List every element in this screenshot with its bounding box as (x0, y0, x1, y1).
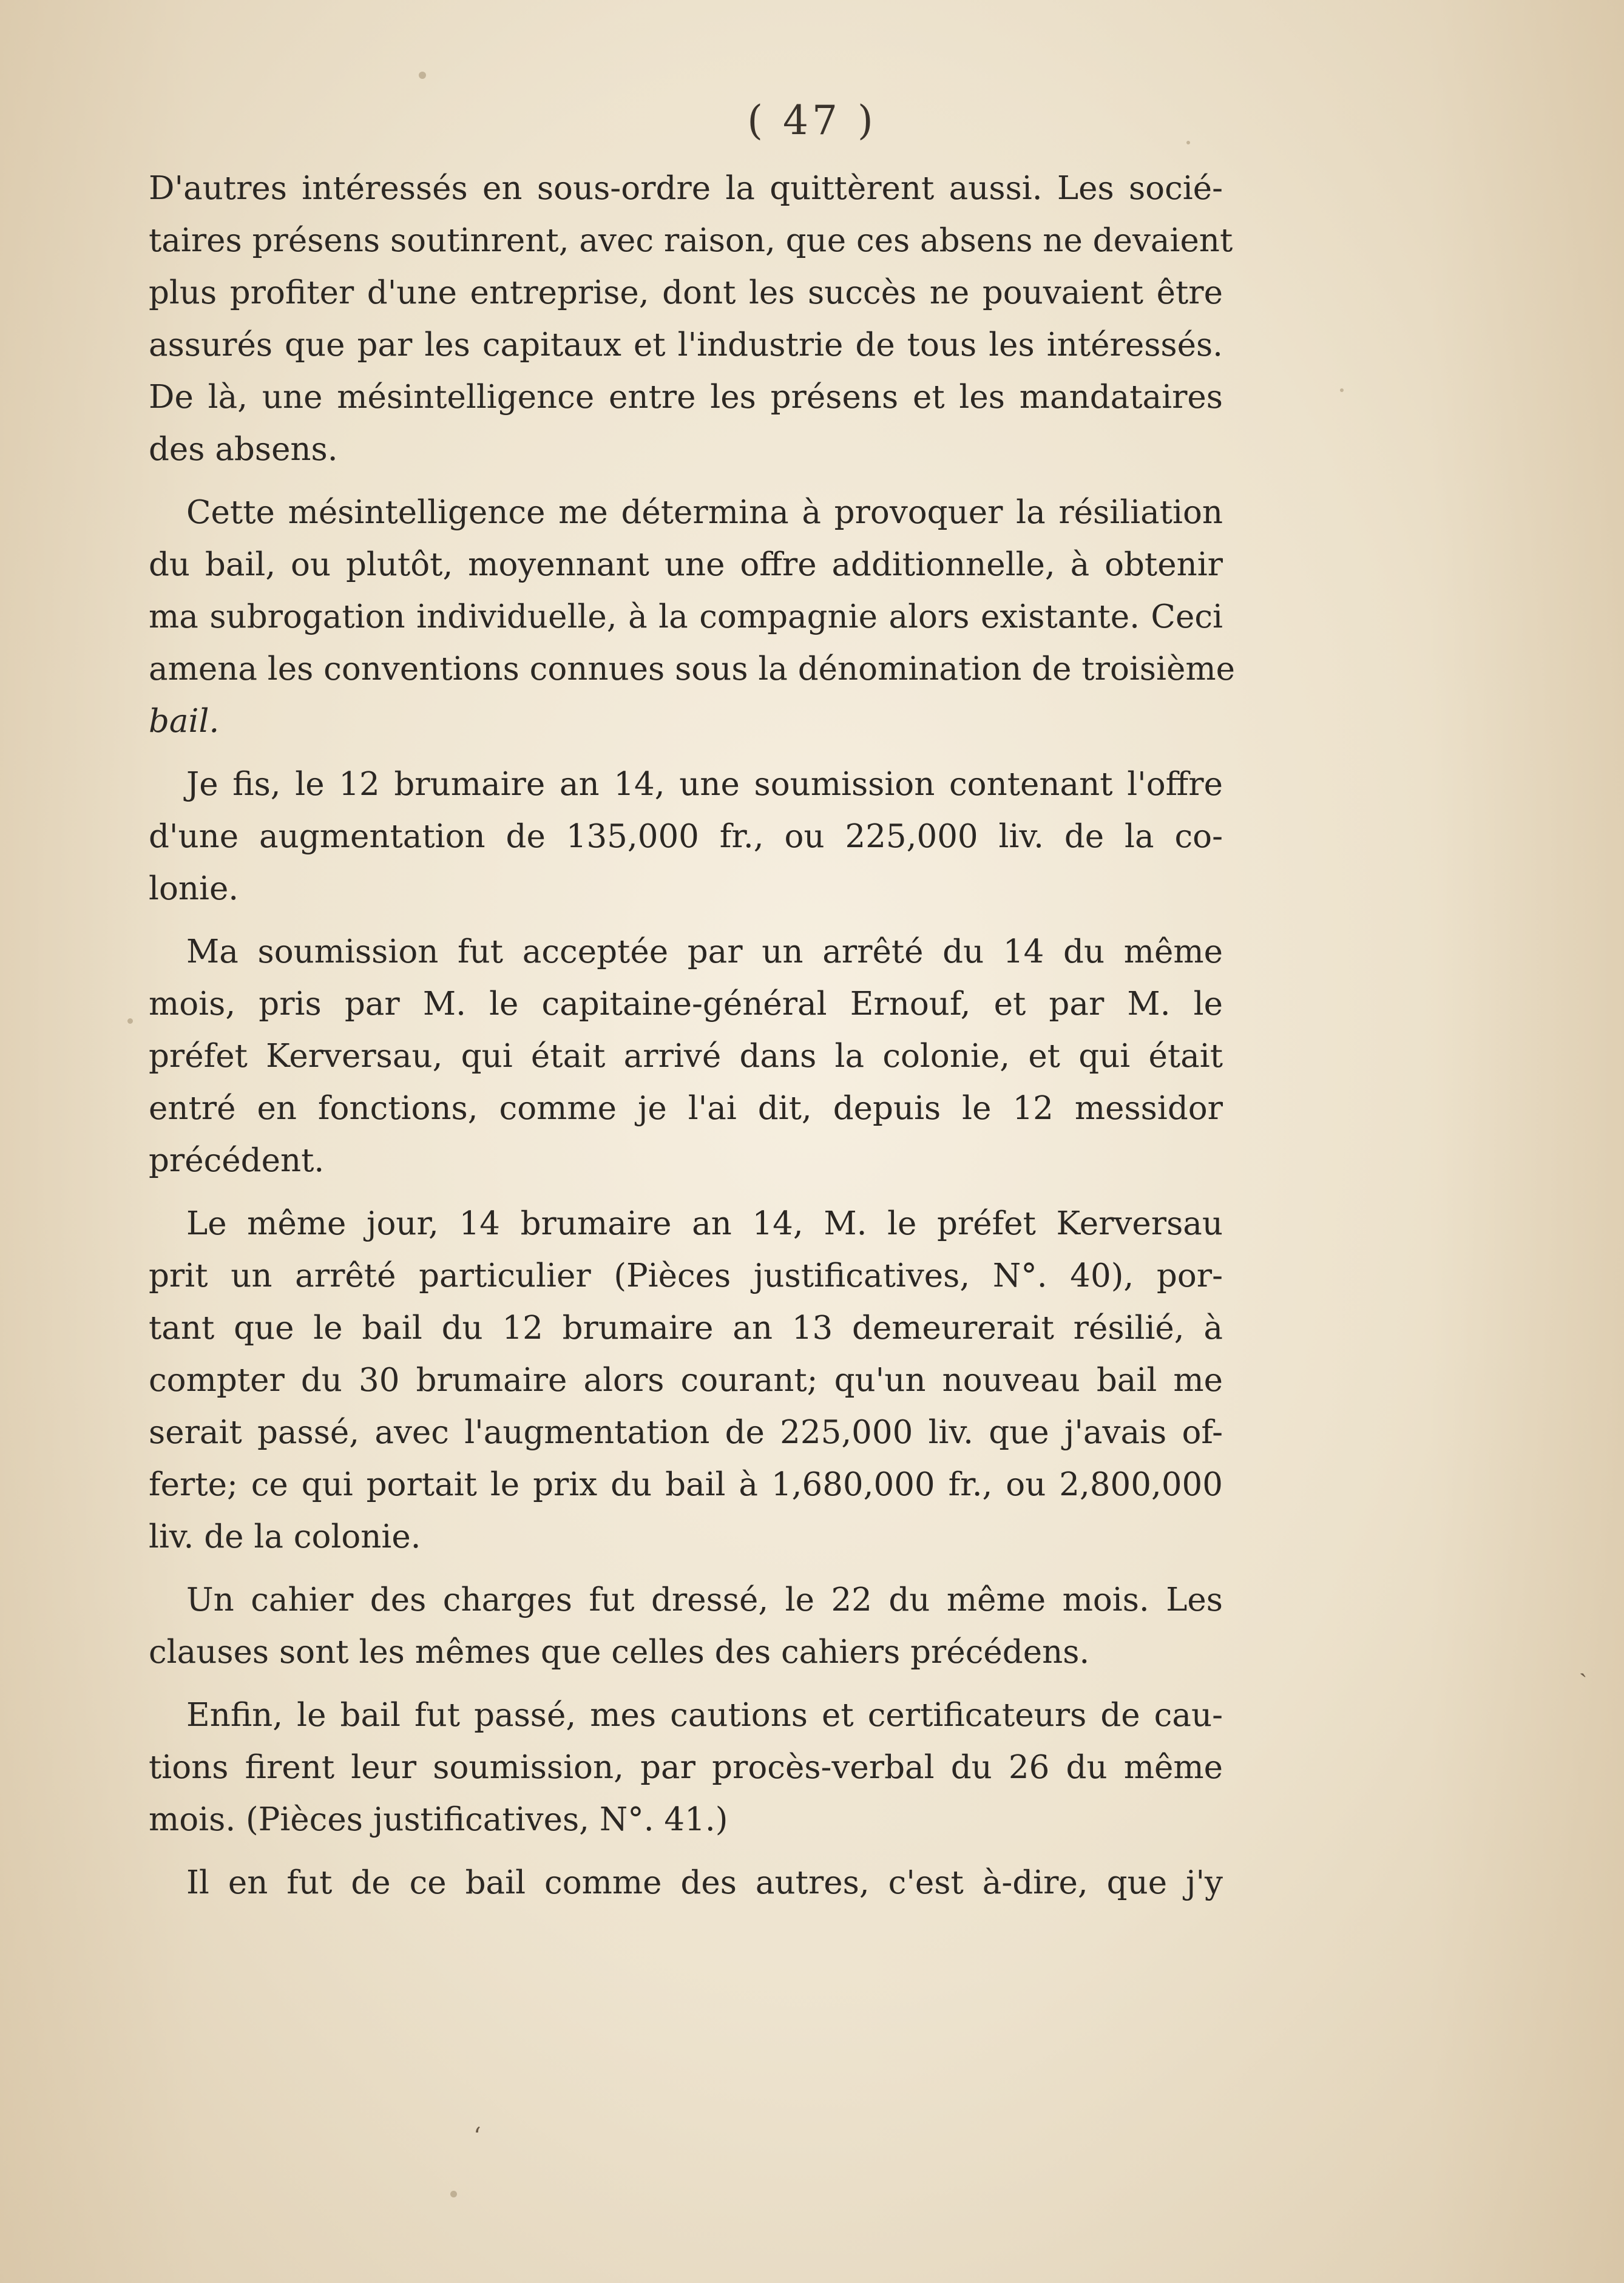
text-line: assurés que par les capitaux et l'industrie de tous les intéressés. (149, 326, 1223, 364)
text-line: ma subrogation individuelle, à la compagnie alors existante. Ceci (149, 598, 1223, 635)
paragraph-1 (149, 163, 1233, 476)
paragraph-8 (149, 1857, 1223, 1909)
text-line: mois, pris par M. le capitaine-général Ernouf, et par M. le (149, 986, 1223, 1023)
text-line: prit un arrêté particulier (Pièces justificatives, N°. 40), por- (149, 1257, 1223, 1294)
text-line: plus profiter d'une entreprise, dont les succès ne pouvaient être (149, 274, 1223, 311)
text-line: d'une augmentation de 135,000 fr., ou 225,000 liv. de la co- (149, 818, 1223, 855)
text-line: Le même jour, 14 brumaire an 14, M. le préfet Kerversau (186, 1205, 1223, 1242)
text-line: préfet Kerversau, qui était arrivé dans la colonie, et qui était (149, 1038, 1223, 1075)
paragraph-5 (149, 1198, 1223, 1563)
text-line: compter du 30 brumaire alors courant; qu'un nouveau bail me (149, 1362, 1223, 1399)
body-text (149, 163, 1235, 1920)
paragraph-6 (149, 1574, 1223, 1679)
text-line: tions firent leur soumission, par procès-verbal du 26 du même (149, 1749, 1223, 1786)
paper-spot (1340, 388, 1344, 392)
text-line: lonie. (149, 870, 239, 907)
paper-spot (419, 72, 426, 79)
paper-spot (127, 1018, 133, 1024)
ink-mark: ˎ (1579, 1650, 1588, 1678)
text-line: serait passé, avec l'augmentation de 225,000 liv. que j'avais of- (149, 1414, 1223, 1451)
paragraph-2 (149, 487, 1235, 748)
text-line: entré en fonctions, comme je l'ai dit, depuis le 12 messidor (149, 1090, 1223, 1127)
text-line: amena les conventions connues sous la dénomination de troisième (149, 651, 1235, 688)
text-line: De là, une mésintelligence entre les présens et les mandataires (149, 379, 1223, 416)
text-line: des absens. (149, 431, 338, 468)
text-line: taires présens soutinrent, avec raison, que ces absens ne devaient (149, 222, 1233, 259)
text-line: Ma soumission fut acceptée par un arrêté du 14 du même (186, 933, 1223, 970)
text-line: Un cahier des charges fut dressé, le 22 du même mois. Les (186, 1581, 1223, 1618)
text-line: D'autres intéressés en sous-ordre la quittèrent aussi. Les socié- (149, 170, 1223, 207)
paragraph-7 (149, 1689, 1223, 1846)
text-line: clauses sont les mêmes que celles des cahiers précédens. (149, 1634, 1090, 1671)
text-line: Enfin, le bail fut passé, mes cautions et certificateurs de cau- (186, 1697, 1223, 1734)
text-line: précédent. (149, 1142, 325, 1179)
ink-mark: ʻ (473, 2123, 481, 2151)
text-line: Il en fut de ce bail comme des autres, c'est à-dire, que j'y (186, 1864, 1223, 1901)
text-line: mois. (Pièces justificatives, N°. 41.) (149, 1801, 728, 1838)
paper-spot (450, 2191, 457, 2197)
text-line: tant que le bail du 12 brumaire an 13 demeurerait résilié, à (149, 1310, 1223, 1347)
text-line: Je fis, le 12 brumaire an 14, une soumission contenant l'offre (186, 766, 1223, 803)
page-number: ( 47 ) (747, 97, 877, 144)
text-line: liv. de la colonie. (149, 1518, 421, 1555)
text-line: bail. (149, 703, 220, 740)
text-line: du bail, ou plutôt, moyennant une offre additionnelle, à obtenir (149, 546, 1223, 583)
paragraph-3 (149, 759, 1223, 915)
text-line: ferte; ce qui portait le prix du bail à 1,680,000 fr., ou 2,800,000 (149, 1466, 1223, 1503)
paragraph-4 (149, 926, 1223, 1187)
text-line: Cette mésintelligence me détermina à provoquer la résiliation (186, 494, 1223, 531)
